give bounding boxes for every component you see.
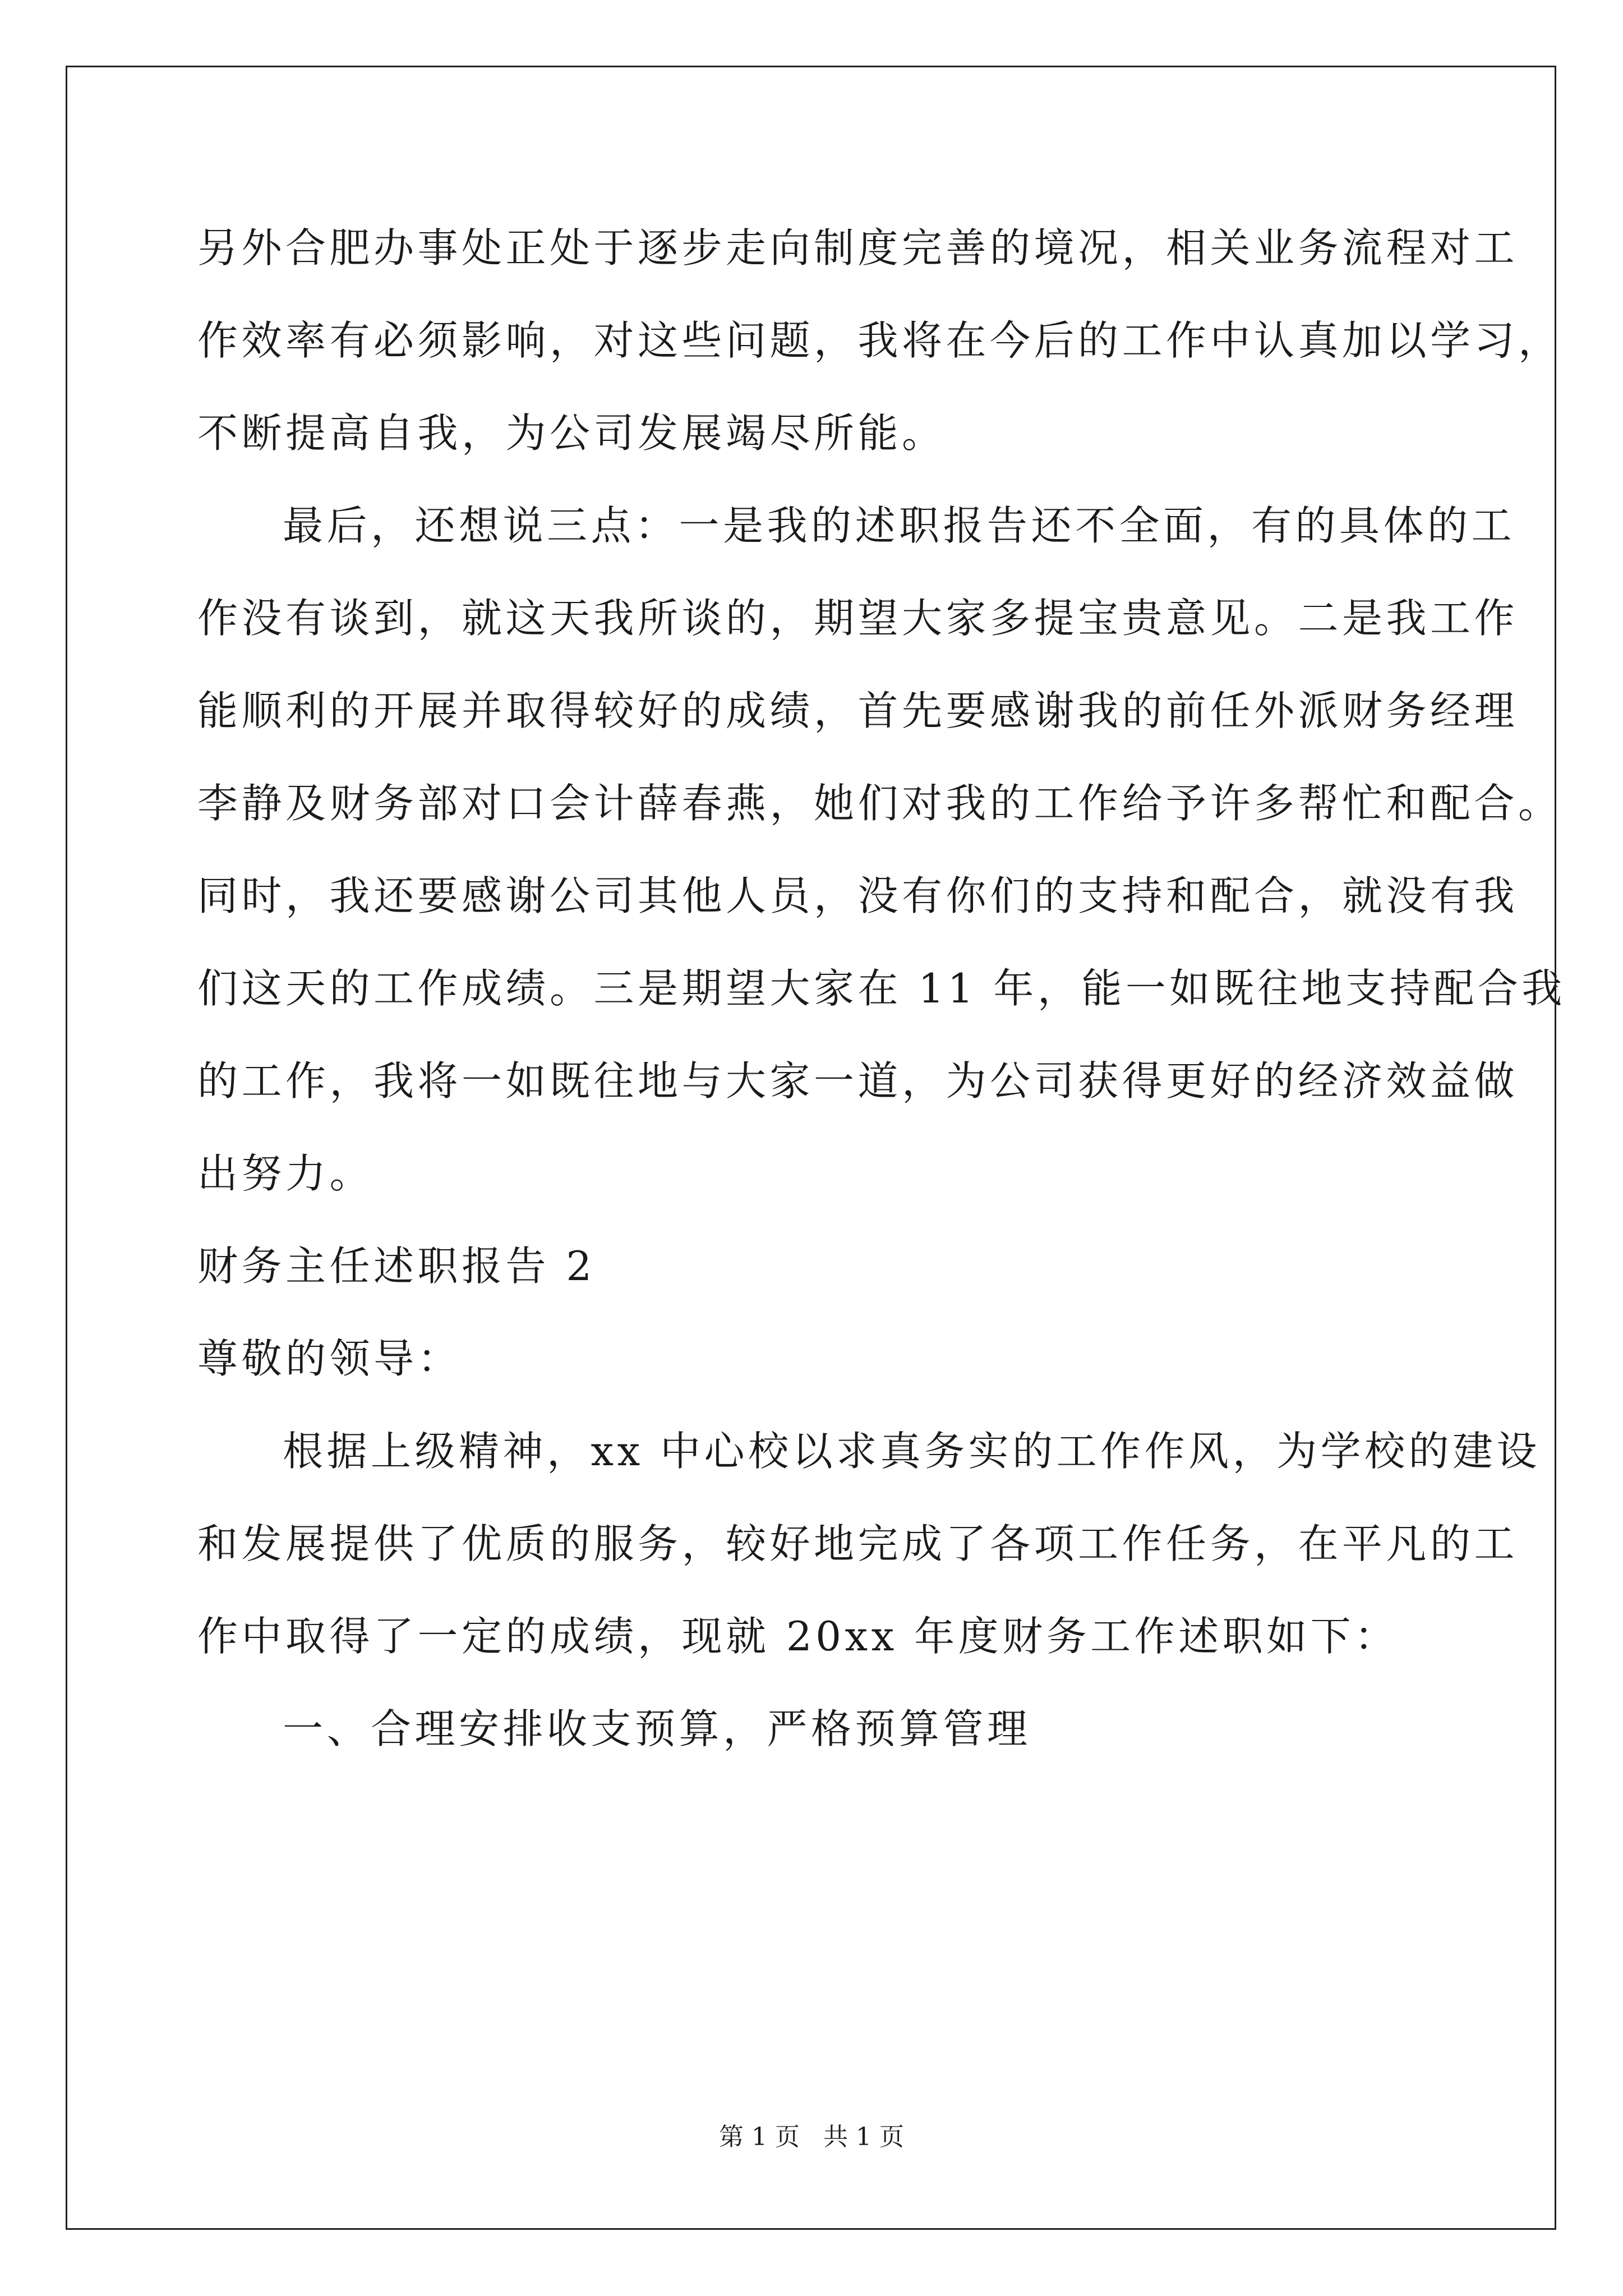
body-text-line: 同时，我还要感谢公司其他人员，没有你们的支持和配合，就没有我 [197, 872, 1519, 919]
body-text-line: 作没有谈到，就这天我所谈的，期望大家多提宝贵意见。二是我工作 [197, 595, 1519, 642]
salutation: 尊敬的领导： [197, 1335, 462, 1382]
body-text-line: 的工作，我将一如既往地与大家一道，为公司获得更好的经济效益做 [197, 1057, 1519, 1105]
body-text-line: 和发展提供了优质的服务，较好地完成了各项工作任务，在平凡的工 [197, 1520, 1519, 1567]
body-text-line: 根据上级精神，xx 中心校以求真务实的工作作风，为学校的建设 [283, 1428, 1541, 1475]
subsection-heading: 一、合理安排收支预算，严格预算管理 [283, 1705, 1031, 1752]
page-border [66, 66, 1556, 2230]
body-text-line: 作中取得了一定的成绩，现就 20xx 年度财务工作述职如下： [197, 1613, 1399, 1660]
section-heading: 财务主任述职报告 2 [197, 1243, 596, 1290]
body-text-line: 另外合肥办事处正处于逐步走向制度完善的境况，相关业务流程对工 [197, 224, 1519, 272]
body-text-line: 不断提高自我，为公司发展竭尽所能。 [197, 409, 946, 457]
page-number-footer: 第 1 页 共 1 页 [719, 2123, 904, 2151]
body-text-line: 能顺利的开展并取得较好的成绩，首先要感谢我的前任外派财务经理 [197, 687, 1519, 734]
body-text-line: 们这天的工作成绩。三是期望大家在 11 年，能一如既往地支持配合我 [197, 965, 1566, 1012]
body-text-line: 出努力。 [197, 1150, 374, 1197]
body-text-line: 最后，还想说三点：一是我的述职报告还不全面，有的具体的工 [283, 502, 1516, 549]
body-text-line: 李静及财务部对口会计薛春燕，她们对我的工作给予许多帮忙和配合。 [197, 780, 1562, 827]
body-text-line: 作效率有必须影响，对这些问题，我将在今后的工作中认真加以学习， [197, 317, 1562, 364]
